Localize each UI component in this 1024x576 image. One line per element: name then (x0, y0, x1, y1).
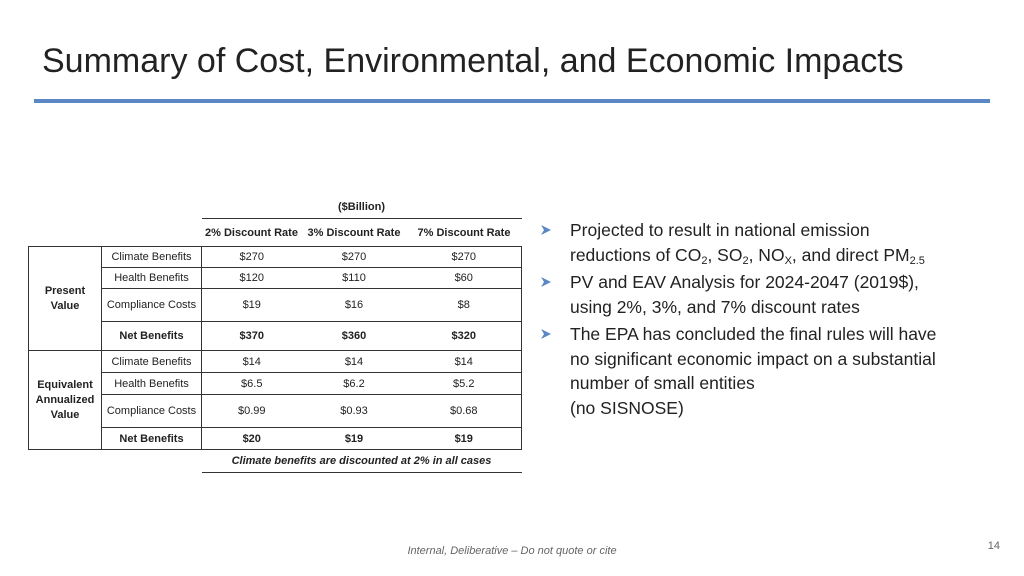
row-label: Climate Benefits (102, 351, 202, 373)
table-cell: $14 (407, 351, 522, 373)
table-cell: $270 (202, 247, 302, 268)
bullet-emissions: Projected to result in national emission reductions of $CO_2$, $SO_2$, $NO_X$, and direct $PM_{2.5}$ (540, 218, 990, 267)
row-label: Health Benefits (102, 268, 202, 289)
table-cell: $270 (407, 247, 522, 268)
table-cell: $270 (302, 247, 407, 268)
slide-title: Summary of Cost, Environmental, and Economic Impacts (42, 42, 904, 80)
table-cell: $120 (202, 268, 302, 289)
table-cell: $8 (407, 289, 522, 322)
column-header: 3% Discount Rate (307, 226, 401, 239)
table-cell: $320 (407, 322, 522, 351)
arrow-bullet-icon (540, 276, 552, 288)
table-cell: $60 (407, 268, 522, 289)
table-cell: $0.99 (202, 395, 302, 428)
table-cell: $0.68 (407, 395, 522, 428)
column-header: 2% Discount Rate (205, 226, 298, 239)
arrow-bullet-icon (540, 224, 552, 236)
arrow-bullet-icon (540, 328, 552, 340)
page-number: 14 (987, 540, 1000, 552)
table-footnote: Climate benefits are discounted at 2% in all cases (202, 450, 522, 473)
unit-label: ($Billion) (202, 196, 522, 219)
table-cell: $110 (302, 268, 407, 289)
row-label: Climate Benefits (102, 247, 202, 268)
row-label: Compliance Costs (102, 289, 202, 322)
confidentiality-footer: Internal, Deliberative – Do not quote or cite (407, 545, 617, 557)
title-divider (34, 99, 990, 103)
table-cell: $20 (202, 428, 302, 450)
row-label: Compliance Costs (102, 395, 202, 428)
table-cell: $14 (202, 351, 302, 373)
table-cell: $19 (302, 428, 407, 450)
table-cell: $19 (407, 428, 522, 450)
row-label: Health Benefits (102, 373, 202, 395)
row-label: Net Benefits (102, 322, 202, 351)
bullet-list (540, 218, 990, 423)
table-cell: $5.2 (407, 373, 522, 395)
table-cell: $0.93 (302, 395, 407, 428)
table-cell: $360 (302, 322, 407, 351)
table-cell: $16 (302, 289, 407, 322)
row-group-label: Equivalent Annualized Value (29, 351, 102, 450)
row-group-label: Present Value (29, 247, 102, 351)
table-cell: $14 (302, 351, 407, 373)
table-cell: $6.2 (302, 373, 407, 395)
table-cell: $370 (202, 322, 302, 351)
column-header: 7% Discount Rate (417, 226, 511, 239)
bullet-sisnose: The EPA has concluded the final rules will have no significant economic impact on a substantial number of small entities (no SISNOSE) (540, 322, 990, 420)
bullet-analysis: PV and EAV Analysis for 2024-2047 (2019$), using 2%, 3%, and 7% discount rates (540, 270, 990, 319)
impacts-table (28, 196, 522, 473)
table-cell: $6.5 (202, 373, 302, 395)
row-label: Net Benefits (102, 428, 202, 450)
table-cell: $19 (202, 289, 302, 322)
